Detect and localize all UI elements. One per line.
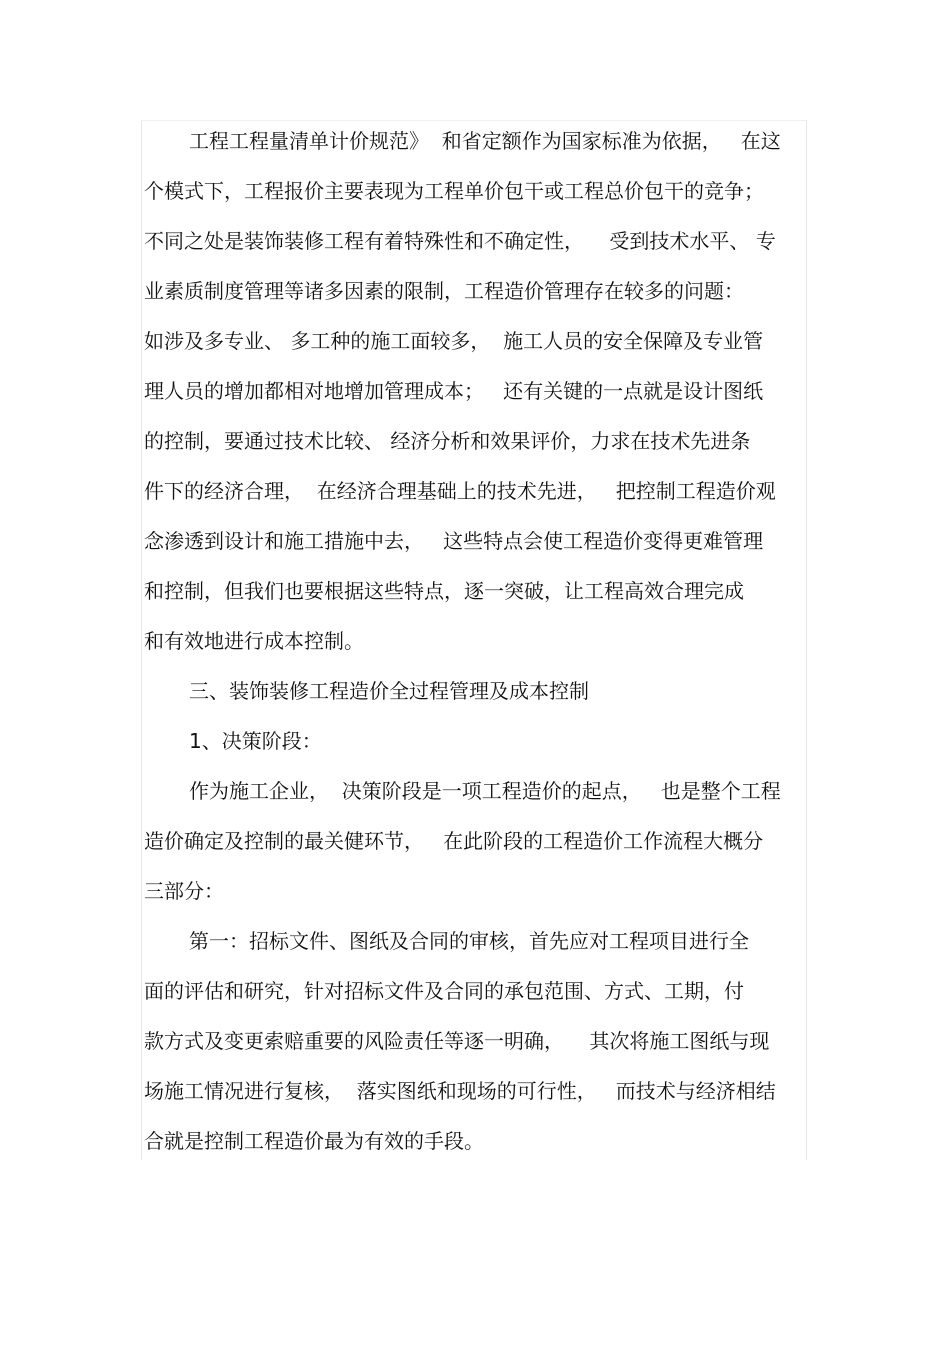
text-line-15: 造价确定及控制的最关健环节， 在此阶段的工程造价工作流程大概分 xyxy=(144,829,764,853)
text-line-2: 个模式下，工程报价主要表现为工程单价包干或工程总价包干的竞争； xyxy=(144,179,764,203)
text-line-4: 业素质制度管理等诸多因素的限制，工程造价管理存在较多的问题： xyxy=(144,279,744,303)
text-line-19: 款方式及变更索赔重要的风险责任等逐一明确， 其次将施工图纸与现 xyxy=(144,1029,770,1053)
section-heading: 三、装饰装修工程造价全过程管理及成本控制 xyxy=(189,679,589,703)
subsection-heading: 1、决策阶段： xyxy=(189,729,322,753)
text-line-3: 不同之处是装饰装修工程有着特殊性和不确定性， 受到技术水平、 专 xyxy=(144,229,776,253)
text-line-8: 件下的经济合理， 在经济合理基础上的技术先进， 把控制工程造价观 xyxy=(144,479,776,503)
text-line-11: 和有效地进行成本控制。 xyxy=(144,629,364,653)
text-line-9: 念渗透到设计和施工措施中去， 这些特点会使工程造价变得更难管理 xyxy=(144,529,764,553)
text-line-6: 理人员的增加都相对地增加管理成本； 还有关键的一点就是设计图纸 xyxy=(144,379,764,403)
text-line-1: 工程工程量清单计价规范》 和省定额作为国家标准为依据， 在这 xyxy=(189,129,781,153)
text-line-20: 场施工情况进行复核， 落实图纸和现场的可行性， 而技术与经济相结 xyxy=(144,1079,776,1103)
text-line-5: 如涉及多专业、 多工种的施工面较多， 施工人员的安全保障及专业管 xyxy=(144,329,764,353)
text-line-14: 作为施工企业， 决策阶段是一项工程造价的起点， 也是整个工程 xyxy=(189,779,781,803)
text-line-17: 第一：招标文件、图纸及合同的审核，首先应对工程项目进行全 xyxy=(189,929,749,953)
text-line-10: 和控制，但我们也要根据这些特点，逐一突破，让工程高效合理完成 xyxy=(144,579,744,603)
text-line-16: 三部分： xyxy=(144,879,224,903)
text-line-7: 的控制，要通过技术比较、 经济分析和效果评价，力求在技术先进条 xyxy=(144,429,751,453)
text-line-18: 面的评估和研究，针对招标文件及合同的承包范围、方式、工期，付 xyxy=(144,979,744,1003)
text-line-21: 合就是控制工程造价最为有效的手段。 xyxy=(144,1129,484,1153)
